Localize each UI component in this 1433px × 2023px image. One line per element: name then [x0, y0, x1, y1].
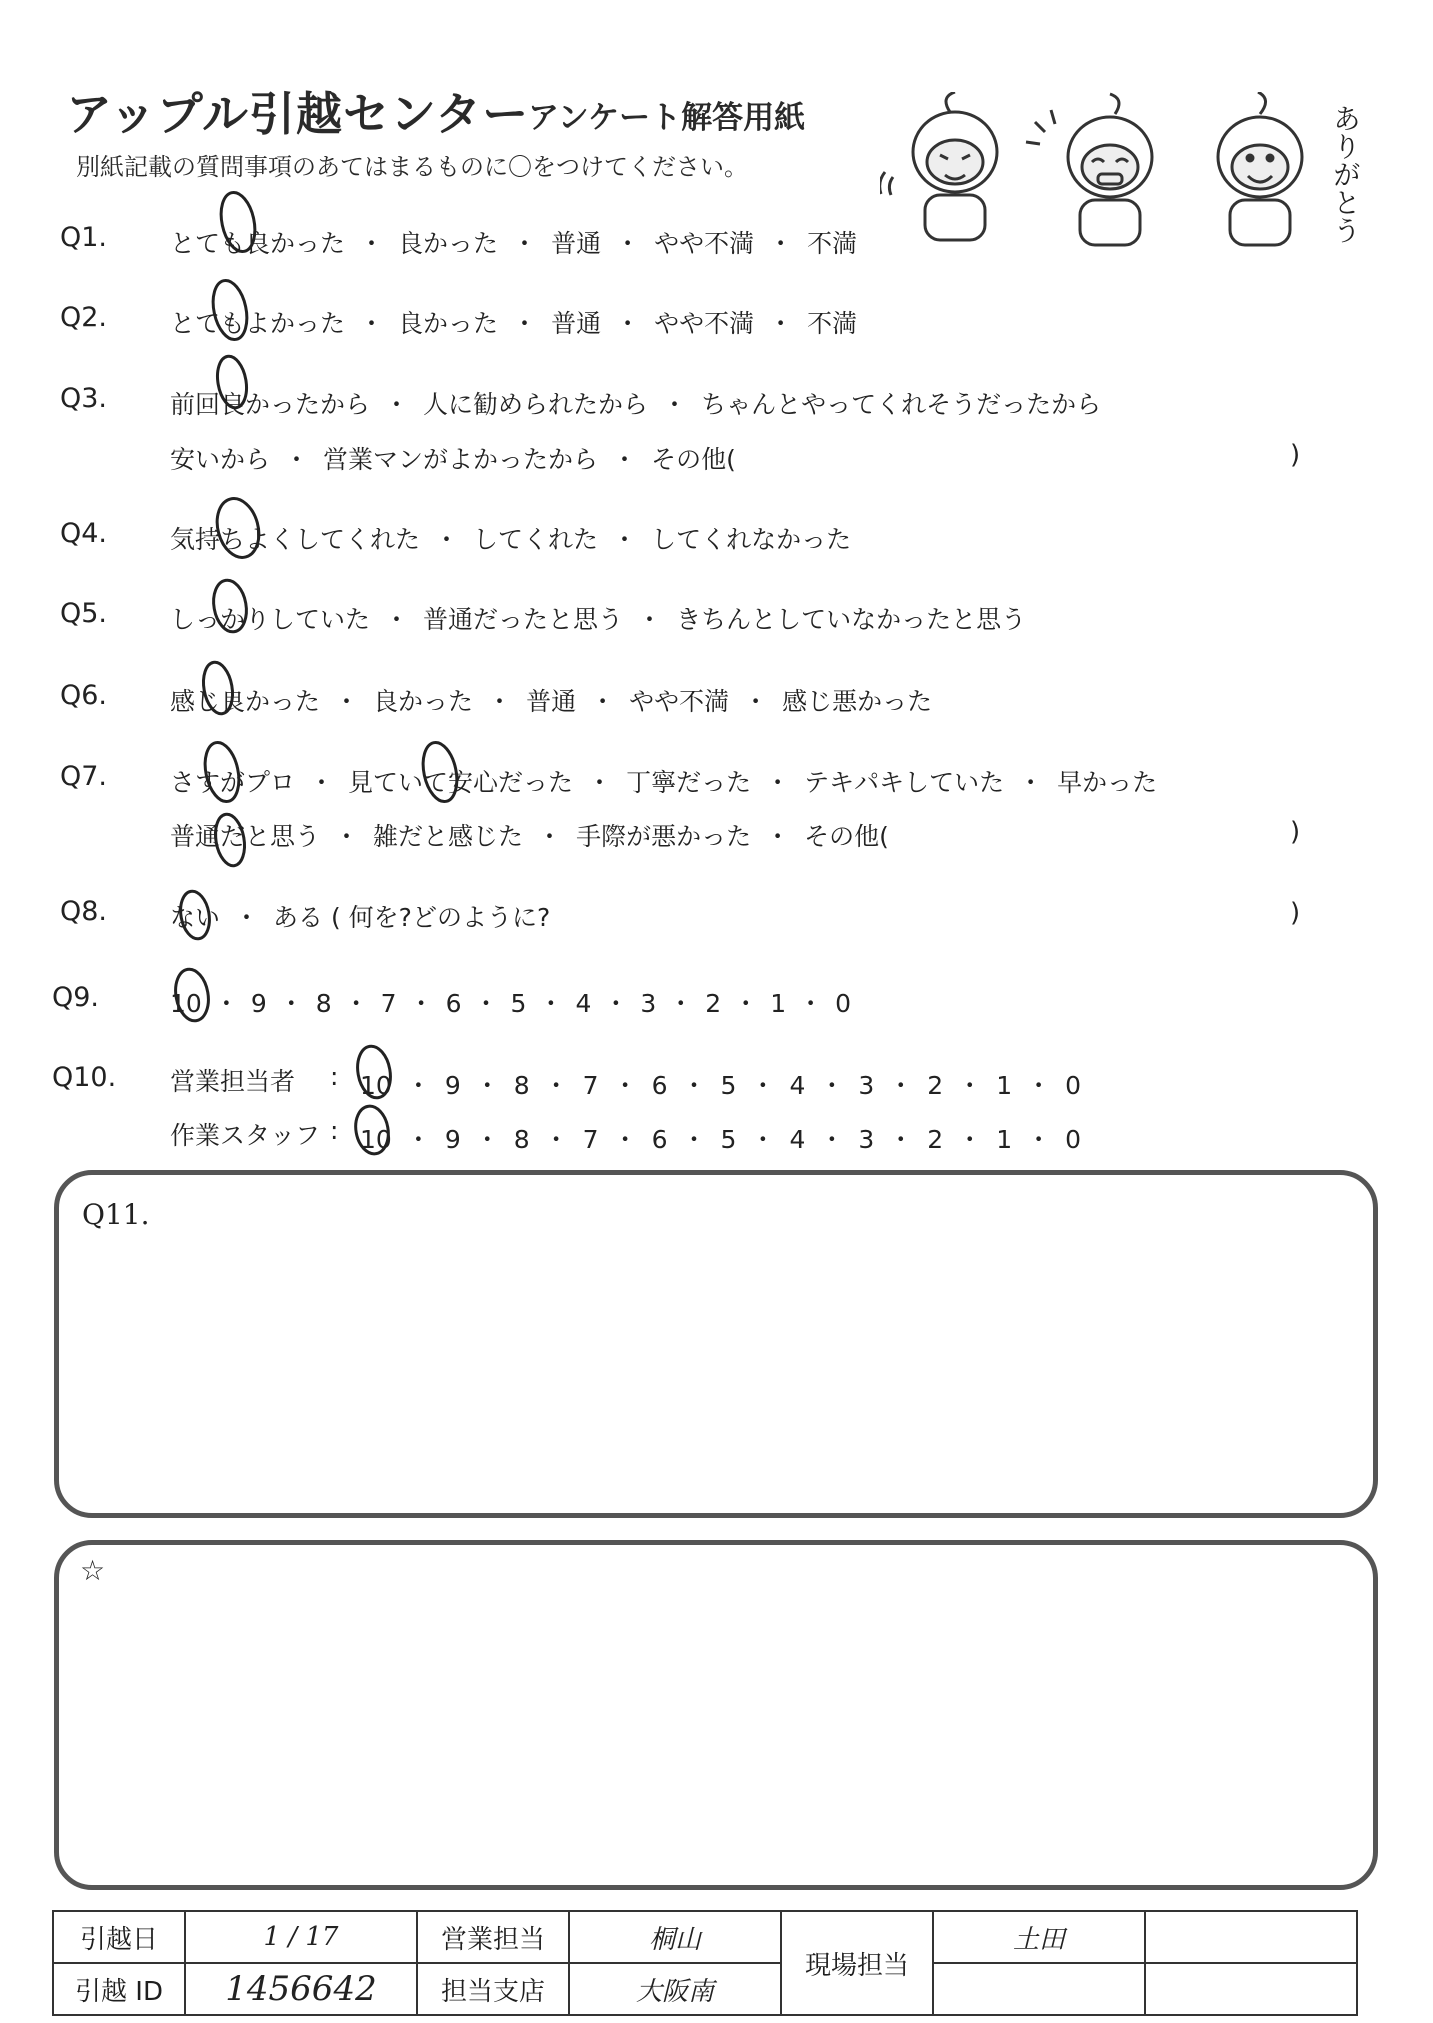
option-separator: ・ [615, 229, 641, 258]
question-options-line [170, 898, 550, 934]
scale-separator: ・ [612, 1125, 638, 1154]
scale-separator: ・ [819, 1125, 845, 1154]
scale-separator: ・ [603, 989, 629, 1018]
answer-option[interactable]: 営業マンがよかったから [323, 445, 599, 474]
answer-option[interactable]: きちんとしていなかったと思う [676, 605, 1027, 634]
answer-option[interactable]: テキパキしていた [804, 768, 1005, 797]
scale-separator: ・ [798, 989, 824, 1018]
option-separator: ・ [384, 605, 410, 634]
scale-value[interactable]: 6 [651, 1125, 668, 1154]
option-separator: ・ [512, 309, 538, 338]
answer-option[interactable]: その他( [651, 445, 736, 474]
option-separator: ・ [615, 309, 641, 338]
scale-separator: ・ [1026, 1071, 1052, 1100]
site-rep-label: 現場担当 [781, 1911, 933, 2015]
scale-value[interactable]: 4 [789, 1125, 806, 1154]
option-separator: ・ [359, 309, 385, 338]
option-separator: ・ [487, 687, 513, 716]
question-options-line [170, 224, 857, 260]
scale-separator: ・ [957, 1125, 983, 1154]
scale-separator: ・ [543, 1071, 569, 1100]
scale-value[interactable]: 1 [996, 1071, 1013, 1100]
question-options-line [170, 682, 932, 718]
scale-separator: ・ [538, 989, 564, 1018]
question-options-line [170, 817, 889, 853]
q10-staff-label: 作業スタッフ [170, 1121, 321, 1150]
scale-value[interactable]: 9 [444, 1071, 461, 1100]
answer-option[interactable]: してくれた [473, 525, 599, 554]
q11-comment-box[interactable] [54, 1170, 1378, 1518]
question-options-line [170, 385, 1101, 421]
option-separator: ・ [662, 390, 688, 419]
answer-option[interactable]: してくれなかった [651, 525, 852, 554]
scale-value[interactable]: 5 [510, 989, 527, 1018]
footer-empty-cell [1145, 1911, 1357, 1963]
option-separator: ・ [309, 768, 335, 797]
mascot-thanks-text: ありがとう [1329, 104, 1362, 244]
scale-separator: ・ [343, 989, 369, 1018]
scale-value[interactable]: 3 [858, 1071, 875, 1100]
answer-option[interactable]: 普通 [526, 687, 577, 716]
q10-sales-label: 営業担当者 [170, 1067, 296, 1096]
option-separator: ・ [334, 822, 360, 851]
scale-separator: ・ [213, 989, 239, 1018]
option-separator: ・ [434, 525, 460, 554]
question-options-line [170, 600, 1026, 636]
answer-option[interactable]: やや不満 [629, 687, 730, 716]
scale-value[interactable]: 8 [513, 1071, 530, 1100]
question-options-line [170, 304, 857, 340]
scale-separator: ・ [474, 1071, 500, 1100]
scale-value[interactable]: 5 [720, 1071, 737, 1100]
close-paren: ) [1290, 440, 1301, 470]
option-separator: ・ [768, 309, 794, 338]
scale-value[interactable]: 9 [250, 989, 267, 1018]
answer-option[interactable]: 不満 [807, 229, 858, 258]
option-separator: ・ [743, 687, 769, 716]
scale-separator: ・ [750, 1071, 776, 1100]
option-separator: ・ [334, 687, 360, 716]
move-date-value: 1 / 17 [185, 1911, 417, 1963]
scale-value[interactable]: 8 [315, 989, 332, 1018]
scale-separator: ・ [681, 1125, 707, 1154]
question-options-line [170, 520, 851, 556]
scale-separator: ・ [1026, 1125, 1052, 1154]
answer-option[interactable]: ある ( 何を?どのように? [273, 903, 551, 932]
scale-separator: ・ [888, 1125, 914, 1154]
question-label: Q2. [60, 302, 108, 333]
scale-value[interactable]: 8 [513, 1125, 530, 1154]
option-separator: ・ [1018, 768, 1044, 797]
answer-option[interactable]: さすがプロ [170, 768, 296, 797]
answer-option[interactable]: しっかりしていた [170, 605, 371, 634]
close-paren: ) [1290, 898, 1301, 928]
scale-value[interactable]: 9 [444, 1125, 461, 1154]
option-separator: ・ [637, 605, 663, 634]
answer-option[interactable]: 普通だと思う [170, 822, 321, 851]
scale-value[interactable]: 1 [996, 1125, 1013, 1154]
scale-separator: ・ [750, 1125, 776, 1154]
scale-separator: ・ [888, 1071, 914, 1100]
scale-separator: ・ [405, 1071, 431, 1100]
q10-sales-scale [360, 1066, 1081, 1102]
q10-staff-scale [360, 1120, 1081, 1156]
scale-value[interactable]: 0 [1065, 1125, 1082, 1154]
scale-separator: ・ [474, 1125, 500, 1154]
star-label: ☆ [80, 1554, 106, 1587]
answer-option[interactable]: 雑だと感じた [373, 822, 524, 851]
answer-option[interactable]: やや不満 [654, 309, 755, 338]
option-separator: ・ [768, 229, 794, 258]
question-label: Q5. [60, 598, 108, 629]
form-title: アンケート解答用紙 [528, 100, 806, 136]
sales-rep-label: 営業担当 [417, 1911, 569, 1963]
option-separator: ・ [384, 390, 410, 419]
scale-value[interactable]: 7 [380, 989, 397, 1018]
scale-separator: ・ [405, 1125, 431, 1154]
q10-label: Q10. [52, 1062, 117, 1093]
option-separator: ・ [587, 768, 613, 797]
question-label: Q8. [60, 896, 108, 927]
answer-option[interactable]: とてもよかった [170, 309, 346, 338]
scale-value[interactable]: 4 [575, 989, 592, 1018]
scale-value[interactable]: 2 [927, 1125, 944, 1154]
footer-empty-cell [1145, 1963, 1357, 2015]
question-label: Q4. [60, 518, 108, 549]
answer-option[interactable]: ない [170, 903, 221, 932]
scale-value[interactable]: 2 [705, 989, 722, 1018]
scale-value[interactable]: 10 [360, 1071, 392, 1100]
answer-option[interactable]: 良かった [398, 229, 499, 258]
answer-option[interactable]: 手際が悪かった [576, 822, 752, 851]
scale-value[interactable]: 10 [170, 989, 202, 1018]
scale-separator: ・ [543, 1125, 569, 1154]
move-id-value: 1456642 [185, 1963, 417, 2015]
answer-option[interactable]: 普通だったと思う [423, 605, 624, 634]
scale-value[interactable]: 5 [720, 1125, 737, 1154]
move-date-label: 引越日 [53, 1911, 185, 1963]
footer-empty-cell [933, 1963, 1145, 2015]
answer-option[interactable]: 良かった [373, 687, 474, 716]
answer-option[interactable]: 人に勧められたから [423, 390, 649, 419]
move-id-label: 引越 ID [53, 1963, 185, 2015]
answer-option[interactable]: 気持ちよくしてくれた [170, 525, 421, 554]
option-separator: ・ [612, 525, 638, 554]
answer-option[interactable]: ちゃんとやってくれそうだったから [701, 390, 1102, 419]
answer-option[interactable]: 安いから [170, 445, 271, 474]
scale-value[interactable]: 0 [835, 989, 852, 1018]
scale-separator: ・ [957, 1071, 983, 1100]
company-title: アップル引越センター [66, 87, 530, 141]
scale-value[interactable]: 10 [360, 1125, 392, 1154]
branch-label: 担当支店 [417, 1963, 569, 2015]
question-label: Q3. [60, 383, 108, 414]
answer-option[interactable]: 普通 [551, 229, 602, 258]
scale-value[interactable]: 7 [582, 1071, 599, 1100]
footer-info-table [52, 1910, 1358, 2016]
site-rep-value: 土田 [933, 1911, 1145, 1963]
answer-option[interactable]: 感じ悪かった [782, 687, 933, 716]
scale-value[interactable]: 4 [789, 1071, 806, 1100]
q9-label: Q9. [52, 982, 100, 1013]
scale-value[interactable]: 3 [640, 989, 657, 1018]
scale-value[interactable]: 6 [651, 1071, 668, 1100]
option-separator: ・ [765, 768, 791, 797]
scale-separator: ・ [668, 989, 694, 1018]
scale-separator: ・ [819, 1071, 845, 1100]
scale-separator: ・ [681, 1071, 707, 1100]
mascot-illustration [880, 92, 1360, 272]
q11-label: Q11. [82, 1198, 150, 1231]
scale-value[interactable]: 2 [927, 1071, 944, 1100]
option-separator: ・ [612, 445, 638, 474]
scale-separator: ・ [612, 1071, 638, 1100]
question-label: Q1. [60, 222, 108, 253]
option-separator: ・ [590, 687, 616, 716]
option-separator: ・ [359, 229, 385, 258]
answer-option[interactable]: 普通 [551, 309, 602, 338]
instruction-text: 別紙記載の質問事項のあてはまるものに〇をつけてください。 [76, 153, 748, 181]
question-options-line [170, 763, 1157, 799]
answer-option[interactable]: 良かった [398, 309, 499, 338]
option-separator: ・ [512, 229, 538, 258]
option-separator: ・ [765, 822, 791, 851]
close-paren: ) [1290, 817, 1301, 847]
option-separator: ・ [234, 903, 260, 932]
scale-separator: ・ [733, 989, 759, 1018]
answer-option[interactable]: 前回良かったから [170, 390, 371, 419]
sales-rep-value: 桐山 [569, 1911, 781, 1963]
answer-option[interactable]: その他( [804, 822, 889, 851]
option-separator: ・ [284, 445, 310, 474]
scale-value[interactable]: 3 [858, 1125, 875, 1154]
answer-option[interactable]: 早かった [1057, 768, 1158, 797]
answer-option[interactable]: やや不満 [654, 229, 755, 258]
scale-separator: ・ [278, 989, 304, 1018]
scale-value[interactable]: 6 [445, 989, 462, 1018]
branch-value: 大阪南 [569, 1963, 781, 2015]
question-label: Q7. [60, 761, 108, 792]
question-label: Q6. [60, 680, 108, 711]
q9-scale [170, 984, 851, 1020]
scale-separator: ・ [408, 989, 434, 1018]
answer-option[interactable]: 丁寧だった [626, 768, 752, 797]
option-separator: ・ [537, 822, 563, 851]
answer-option[interactable]: とても良かった [170, 229, 346, 258]
scale-value[interactable]: 0 [1065, 1071, 1082, 1100]
star-comment-box[interactable] [54, 1540, 1378, 1890]
answer-option[interactable]: 感じ良かった [170, 687, 321, 716]
scale-value[interactable]: 7 [582, 1125, 599, 1154]
answer-option[interactable]: 見ていて安心だった [348, 768, 574, 797]
q10-colon: : [330, 1116, 339, 1145]
q10-colon: : [330, 1062, 339, 1091]
question-options-line [170, 440, 736, 476]
scale-value[interactable]: 1 [770, 989, 787, 1018]
answer-option[interactable]: 不満 [807, 309, 858, 338]
scale-separator: ・ [473, 989, 499, 1018]
